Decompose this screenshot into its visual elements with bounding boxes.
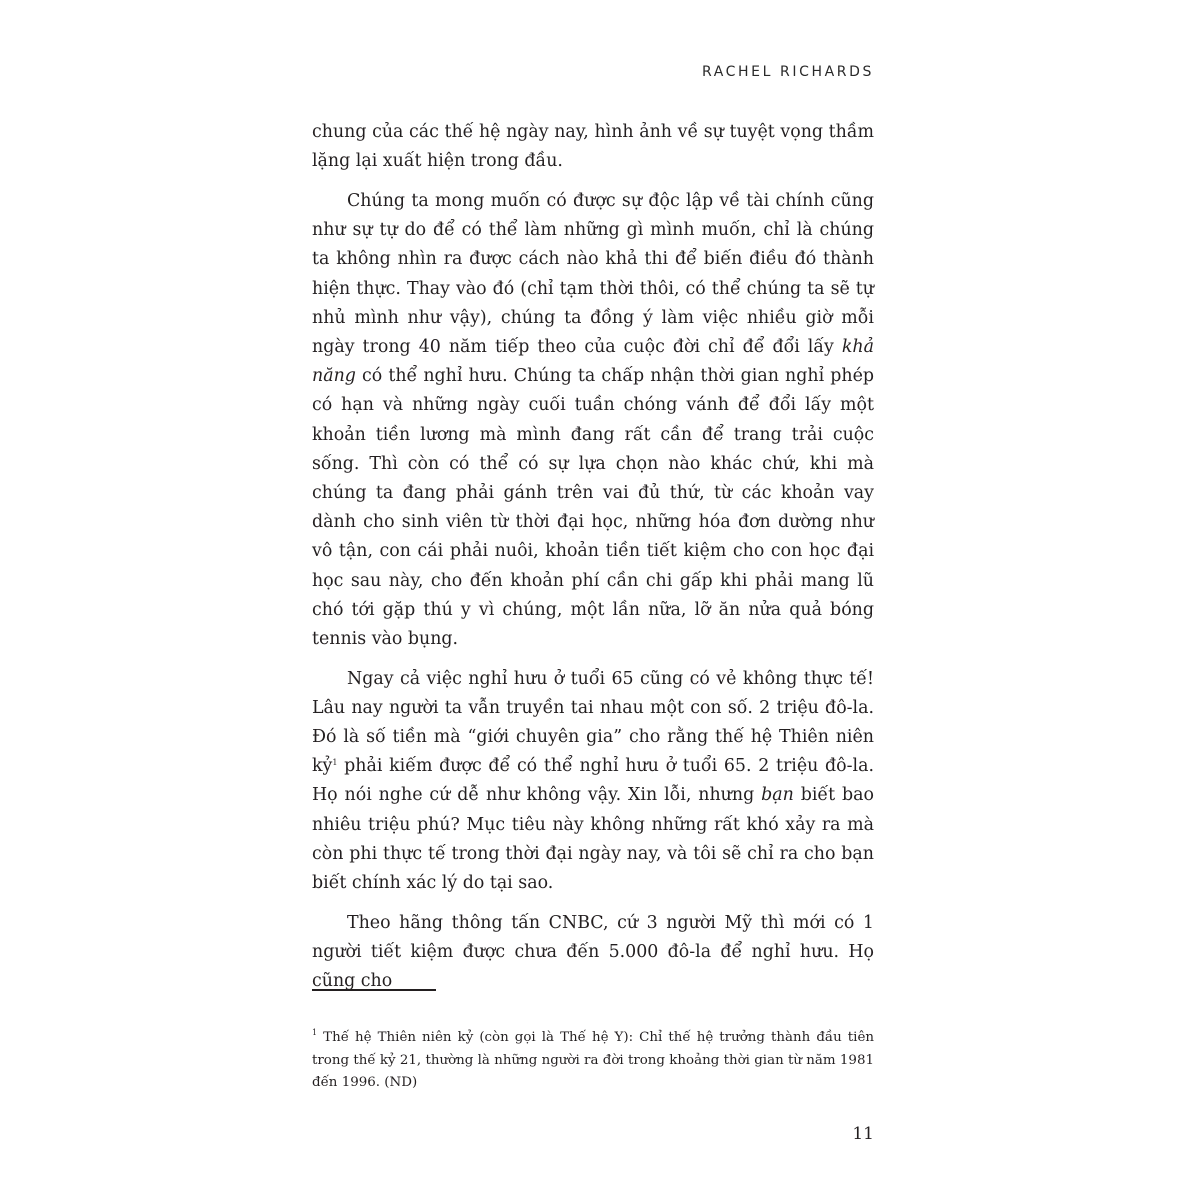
footnote xyxy=(312,1027,874,1095)
emphasis-text: bạn xyxy=(761,785,794,806)
footnote-text: Thế hệ Thiên niên kỷ (còn gọi là Thế hệ Y): Chỉ thế hệ trưởng thành đầu tiên trong thế kỷ 21, thường là những người ra đời trong khoảng thời gian từ năm 1981 đến 1996. (ND) xyxy=(312,1030,874,1090)
emphasis-text: khả năng xyxy=(312,336,874,387)
paragraph-text: Chúng ta mong muốn có được sự độc lập về tài chính cũng như sự tự do để có thể làm những gì mình muốn, chỉ là chúng ta không nhìn ra được cách nào khả thi để biến điều đó thành hiện thực. Thay vào đó (chỉ tạm thời thôi, có thể chúng ta sẽ tự nhủ mình như vậy), chúng ta đồng ý làm việc nhiều giờ mỗi ngày trong 40 năm tiếp theo của cuộc đời chỉ để đổi lấy xyxy=(312,190,874,357)
footnote-reference[interactable]: 1 xyxy=(332,758,338,768)
paragraph-text: phải kiếm được để có thể nghỉ hưu ở tuổi 65. 2 triệu đô-la. Họ nói nghe cứ dễ như không vậy. Xin lỗi, nhưng xyxy=(312,756,874,806)
paragraph-text: biết bao nhiêu triệu phú? Mục tiêu này không những rất khó xảy ra mà còn phi thực tế trong thời đại ngày nay, và tôi sẽ chỉ ra cho bạn biết chính xác lý do tại sao. xyxy=(312,785,874,894)
footnote-divider xyxy=(312,989,436,991)
paragraph-text: có thể nghỉ hưu. Chúng ta chấp nhận thời gian nghỉ phép có hạn và những ngày cuối tuần chóng vánh để đổi lấy một khoản tiền lương mà mình đang rất cần để trang trải cuộc sống. Thì còn có thể có sự lựa chọn nào khác chứ, khi mà chúng ta đang phải gánh trên vai đủ thứ, từ các khoản vay dành cho sinh viên từ thời đại học, những hóa đơn dường như vô tận, con cái phải nuôi, khoản tiền tiết kiệm cho con học đại học sau này, cho đến khoản phí cần chi gấp khi phải mang lũ chó tới gặp thú y vì chúng, một lần nữa, lỡ ăn nửa quả bóng tennis vào bụng. xyxy=(312,366,874,649)
running-head: RACHEL RICHARDS xyxy=(701,64,874,80)
paragraph-text: Ngay cả việc nghỉ hưu ở tuổi 65 cũng có vẻ không thực tế! Lâu nay người ta vẫn truyền tai nhau một con số. 2 triệu đô-la. Đó là số tiền mà “giới chuyên gia” cho rằng thế hệ Thiên niên kỷ xyxy=(312,668,874,777)
footnote-marker: 1 xyxy=(312,1028,318,1037)
page-number: 11 xyxy=(852,1124,874,1144)
paragraph xyxy=(312,665,874,899)
paragraph: Theo hãng thông tấn CNBC, cứ 3 người Mỹ thì mới có 1 người tiết kiệm được chưa đến 5.000 đô-la để nghỉ hưu. Họ cũng cho xyxy=(312,912,874,992)
paragraph-continuation: chung của các thế hệ ngày nay, hình ảnh về sự tuyệt vọng thầm lặng lại xuất hiện trong đầu. xyxy=(312,122,874,172)
paragraph xyxy=(312,187,874,654)
body-text xyxy=(312,118,874,1007)
